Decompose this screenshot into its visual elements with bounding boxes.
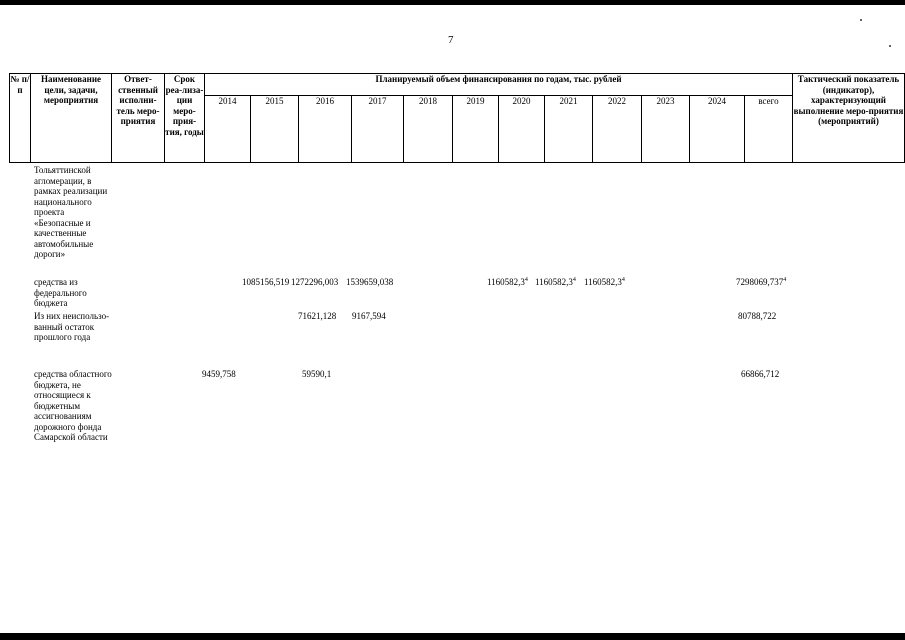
year-2017: 2017	[352, 96, 404, 163]
federal-2017: 1539659,038	[346, 277, 394, 287]
footnote-mark: 4	[572, 277, 576, 283]
top-border	[0, 0, 905, 5]
federal-total-value: 7298069,737	[736, 277, 784, 287]
federal-2015: 1085156,519	[242, 277, 290, 287]
unused-2016: 71621,128	[298, 311, 337, 321]
year-2020: 2020	[499, 96, 545, 163]
bottom-border	[0, 633, 905, 640]
year-2016: 2016	[299, 96, 352, 163]
year-2015: 2015	[251, 96, 299, 163]
footnote-mark: 4	[524, 277, 528, 283]
year-2019: 2019	[453, 96, 499, 163]
header-term: Срок реа-лиза-ции меро-прия-тия, годы	[165, 74, 205, 163]
year-2024: 2024	[690, 96, 745, 163]
header-indicator: Тактический показатель (индикатор), характеризующий выполнение меро-приятия (мероприятий)	[793, 74, 905, 163]
year-2022: 2022	[593, 96, 642, 163]
footnote-mark: 4	[783, 277, 787, 283]
header-responsible: Ответ-ственный исполни-тель меро-приятия	[112, 74, 165, 163]
row-name-regional: средства областного бюджета, не относящиеся к бюджетным ассигнованиям дорожного фонда Самарской области	[34, 369, 112, 442]
footnote-mark: 4	[621, 277, 625, 283]
regional-2014: 9459,758	[202, 369, 236, 379]
federal-2022	[584, 277, 625, 288]
year-2021: 2021	[545, 96, 593, 163]
federal-2021-value: 1160582,3	[535, 277, 573, 287]
header-funding: Планируемый объем финансирования по годам, тыс. рублей	[205, 74, 793, 96]
header-num: № п/п	[10, 74, 31, 163]
federal-2020-value: 1160582,3	[487, 277, 525, 287]
federal-2020	[487, 277, 528, 288]
regional-total: 66866,712	[741, 369, 780, 379]
federal-total	[736, 277, 786, 288]
year-2023: 2023	[642, 96, 690, 163]
scan-dot	[889, 45, 891, 47]
year-2014: 2014	[205, 96, 251, 163]
federal-2016: 1272296,003	[291, 277, 339, 287]
federal-2022-value: 1160582,3	[584, 277, 622, 287]
year-total: всего	[745, 96, 793, 163]
row-name-continuation: Тольяттинской агломерации, в рамках реализации национального проекта «Безопасные и качественные автомобильные дороги»	[34, 165, 108, 259]
scan-dot	[860, 19, 862, 21]
unused-total: 80788,722	[738, 311, 777, 321]
header-name: Наименование цели, задачи, мероприятия	[31, 74, 112, 163]
federal-2021	[535, 277, 576, 288]
unused-2017: 9167,594	[352, 311, 386, 321]
page-number: 7	[448, 34, 454, 46]
regional-2016: 59590,1	[302, 369, 332, 379]
row-name-unused-balance: Из них неиспользо-ванный остаток прошлого года	[34, 311, 110, 342]
financing-table-header	[9, 73, 905, 163]
year-2018: 2018	[404, 96, 453, 163]
row-name-federal: средства из федерального бюджета	[34, 277, 87, 308]
